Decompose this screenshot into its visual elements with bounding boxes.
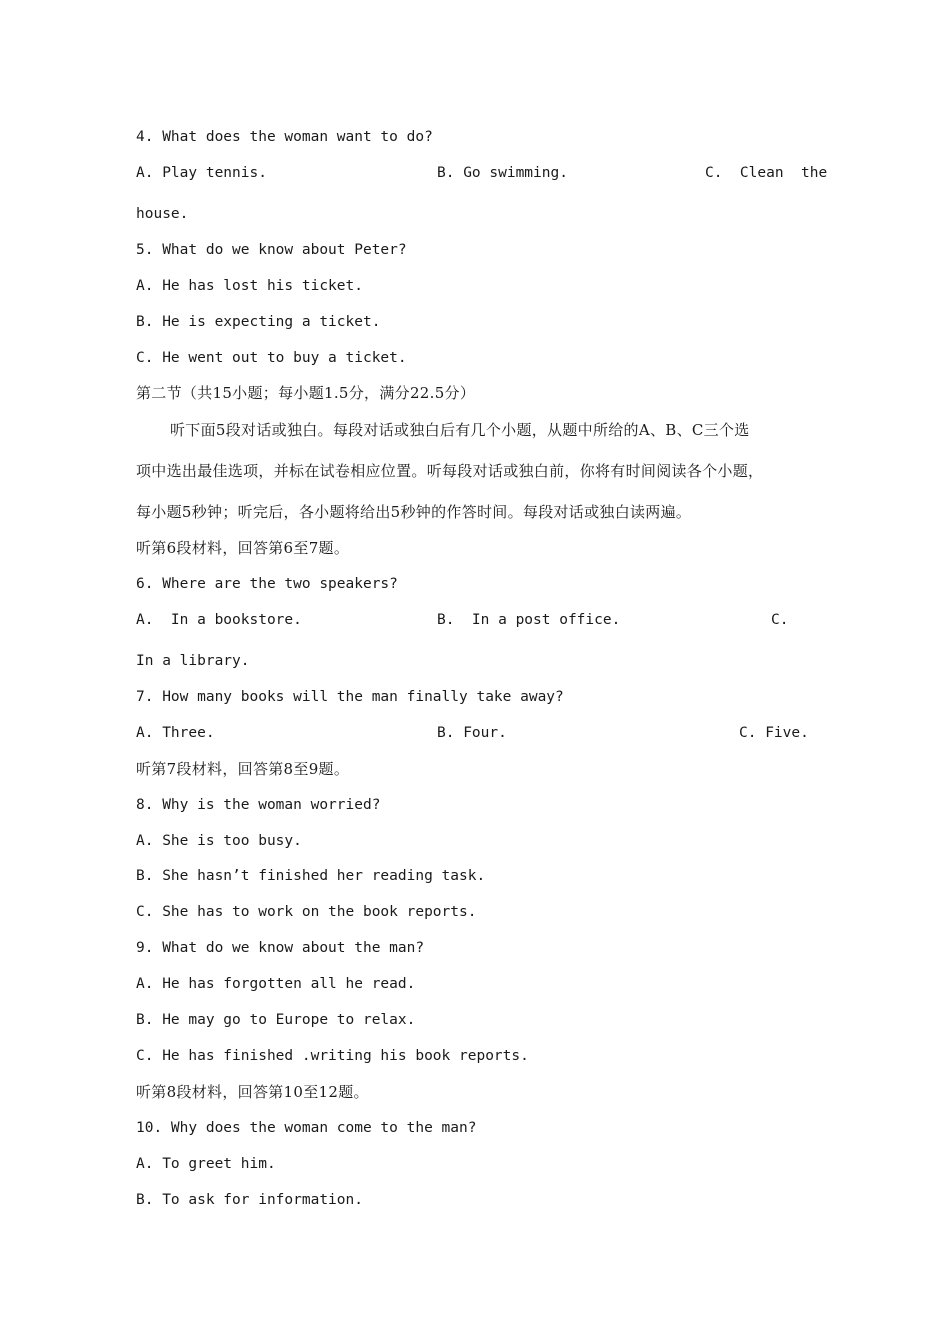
material-8-heading: 听第8段材料，回答第10至12题。 bbox=[136, 1083, 369, 1101]
q4-option-c-continued: house. bbox=[136, 206, 189, 222]
q5-stem: 5. What do we know about Peter? bbox=[136, 242, 407, 258]
q7-option-b[interactable]: B. Four. bbox=[437, 725, 507, 741]
section2-heading: 第二节（共15小题；每小题1.5分，满分22.5分） bbox=[136, 384, 476, 402]
q5-option-b[interactable]: B. He is expecting a ticket. bbox=[136, 314, 381, 330]
q6-option-c-continued: In a library. bbox=[136, 653, 250, 669]
q6-stem: 6. Where are the two speakers? bbox=[136, 576, 398, 592]
q7-option-c[interactable]: C. Five. bbox=[739, 725, 809, 741]
q10-option-a[interactable]: A. To greet him. bbox=[136, 1156, 276, 1172]
q7-option-a[interactable]: A. Three. bbox=[136, 725, 215, 741]
q7-stem: 7. How many books will the man finally take away? bbox=[136, 689, 564, 705]
q6-option-b[interactable]: B. In a post office. bbox=[437, 612, 621, 628]
material-6-heading: 听第6段材料，回答第6至7题。 bbox=[136, 539, 350, 557]
material-7-heading: 听第7段材料，回答第8至9题。 bbox=[136, 760, 350, 778]
q6-option-c[interactable]: C. bbox=[771, 612, 789, 628]
q8-stem: 8. Why is the woman worried? bbox=[136, 797, 381, 813]
q4-option-c[interactable]: C. Clean the bbox=[705, 165, 828, 181]
q9-option-a[interactable]: A. He has forgotten all he read. bbox=[136, 976, 416, 992]
q5-option-a[interactable]: A. He has lost his ticket. bbox=[136, 278, 363, 294]
q4-option-a[interactable]: A. Play tennis. bbox=[136, 165, 267, 181]
section2-instructions-1: 听下面5段对话或独白。每段对话或独白后有几个小题，从题中所给的A、B、C三个选 bbox=[170, 421, 750, 439]
q10-option-b[interactable]: B. To ask for information. bbox=[136, 1192, 363, 1208]
section2-instructions-2: 项中选出最佳选项，并标在试卷相应位置。听每段对话或独白前，你将有时间阅读各个小题， bbox=[136, 462, 764, 480]
section2-instructions-3: 每小题5秒钟；听完后，各小题将给出5秒钟的作答时间。每段对话或独白读两遍。 bbox=[136, 503, 692, 521]
q10-stem: 10. Why does the woman come to the man? bbox=[136, 1120, 477, 1136]
q9-option-c[interactable]: C. He has finished .writing his book reports. bbox=[136, 1048, 529, 1064]
q9-option-b[interactable]: B. He may go to Europe to relax. bbox=[136, 1012, 416, 1028]
q8-option-b[interactable]: B. She hasn’t finished her reading task. bbox=[136, 868, 486, 884]
q9-stem: 9. What do we know about the man? bbox=[136, 940, 425, 956]
q8-option-a[interactable]: A. She is too busy. bbox=[136, 833, 302, 849]
q6-option-a[interactable]: A. In a bookstore. bbox=[136, 612, 302, 628]
q4-option-b[interactable]: B. Go swimming. bbox=[437, 165, 568, 181]
q8-option-c[interactable]: C. She has to work on the book reports. bbox=[136, 904, 477, 920]
q5-option-c[interactable]: C. He went out to buy a ticket. bbox=[136, 350, 407, 366]
q4-stem: 4. What does the woman want to do? bbox=[136, 129, 433, 145]
